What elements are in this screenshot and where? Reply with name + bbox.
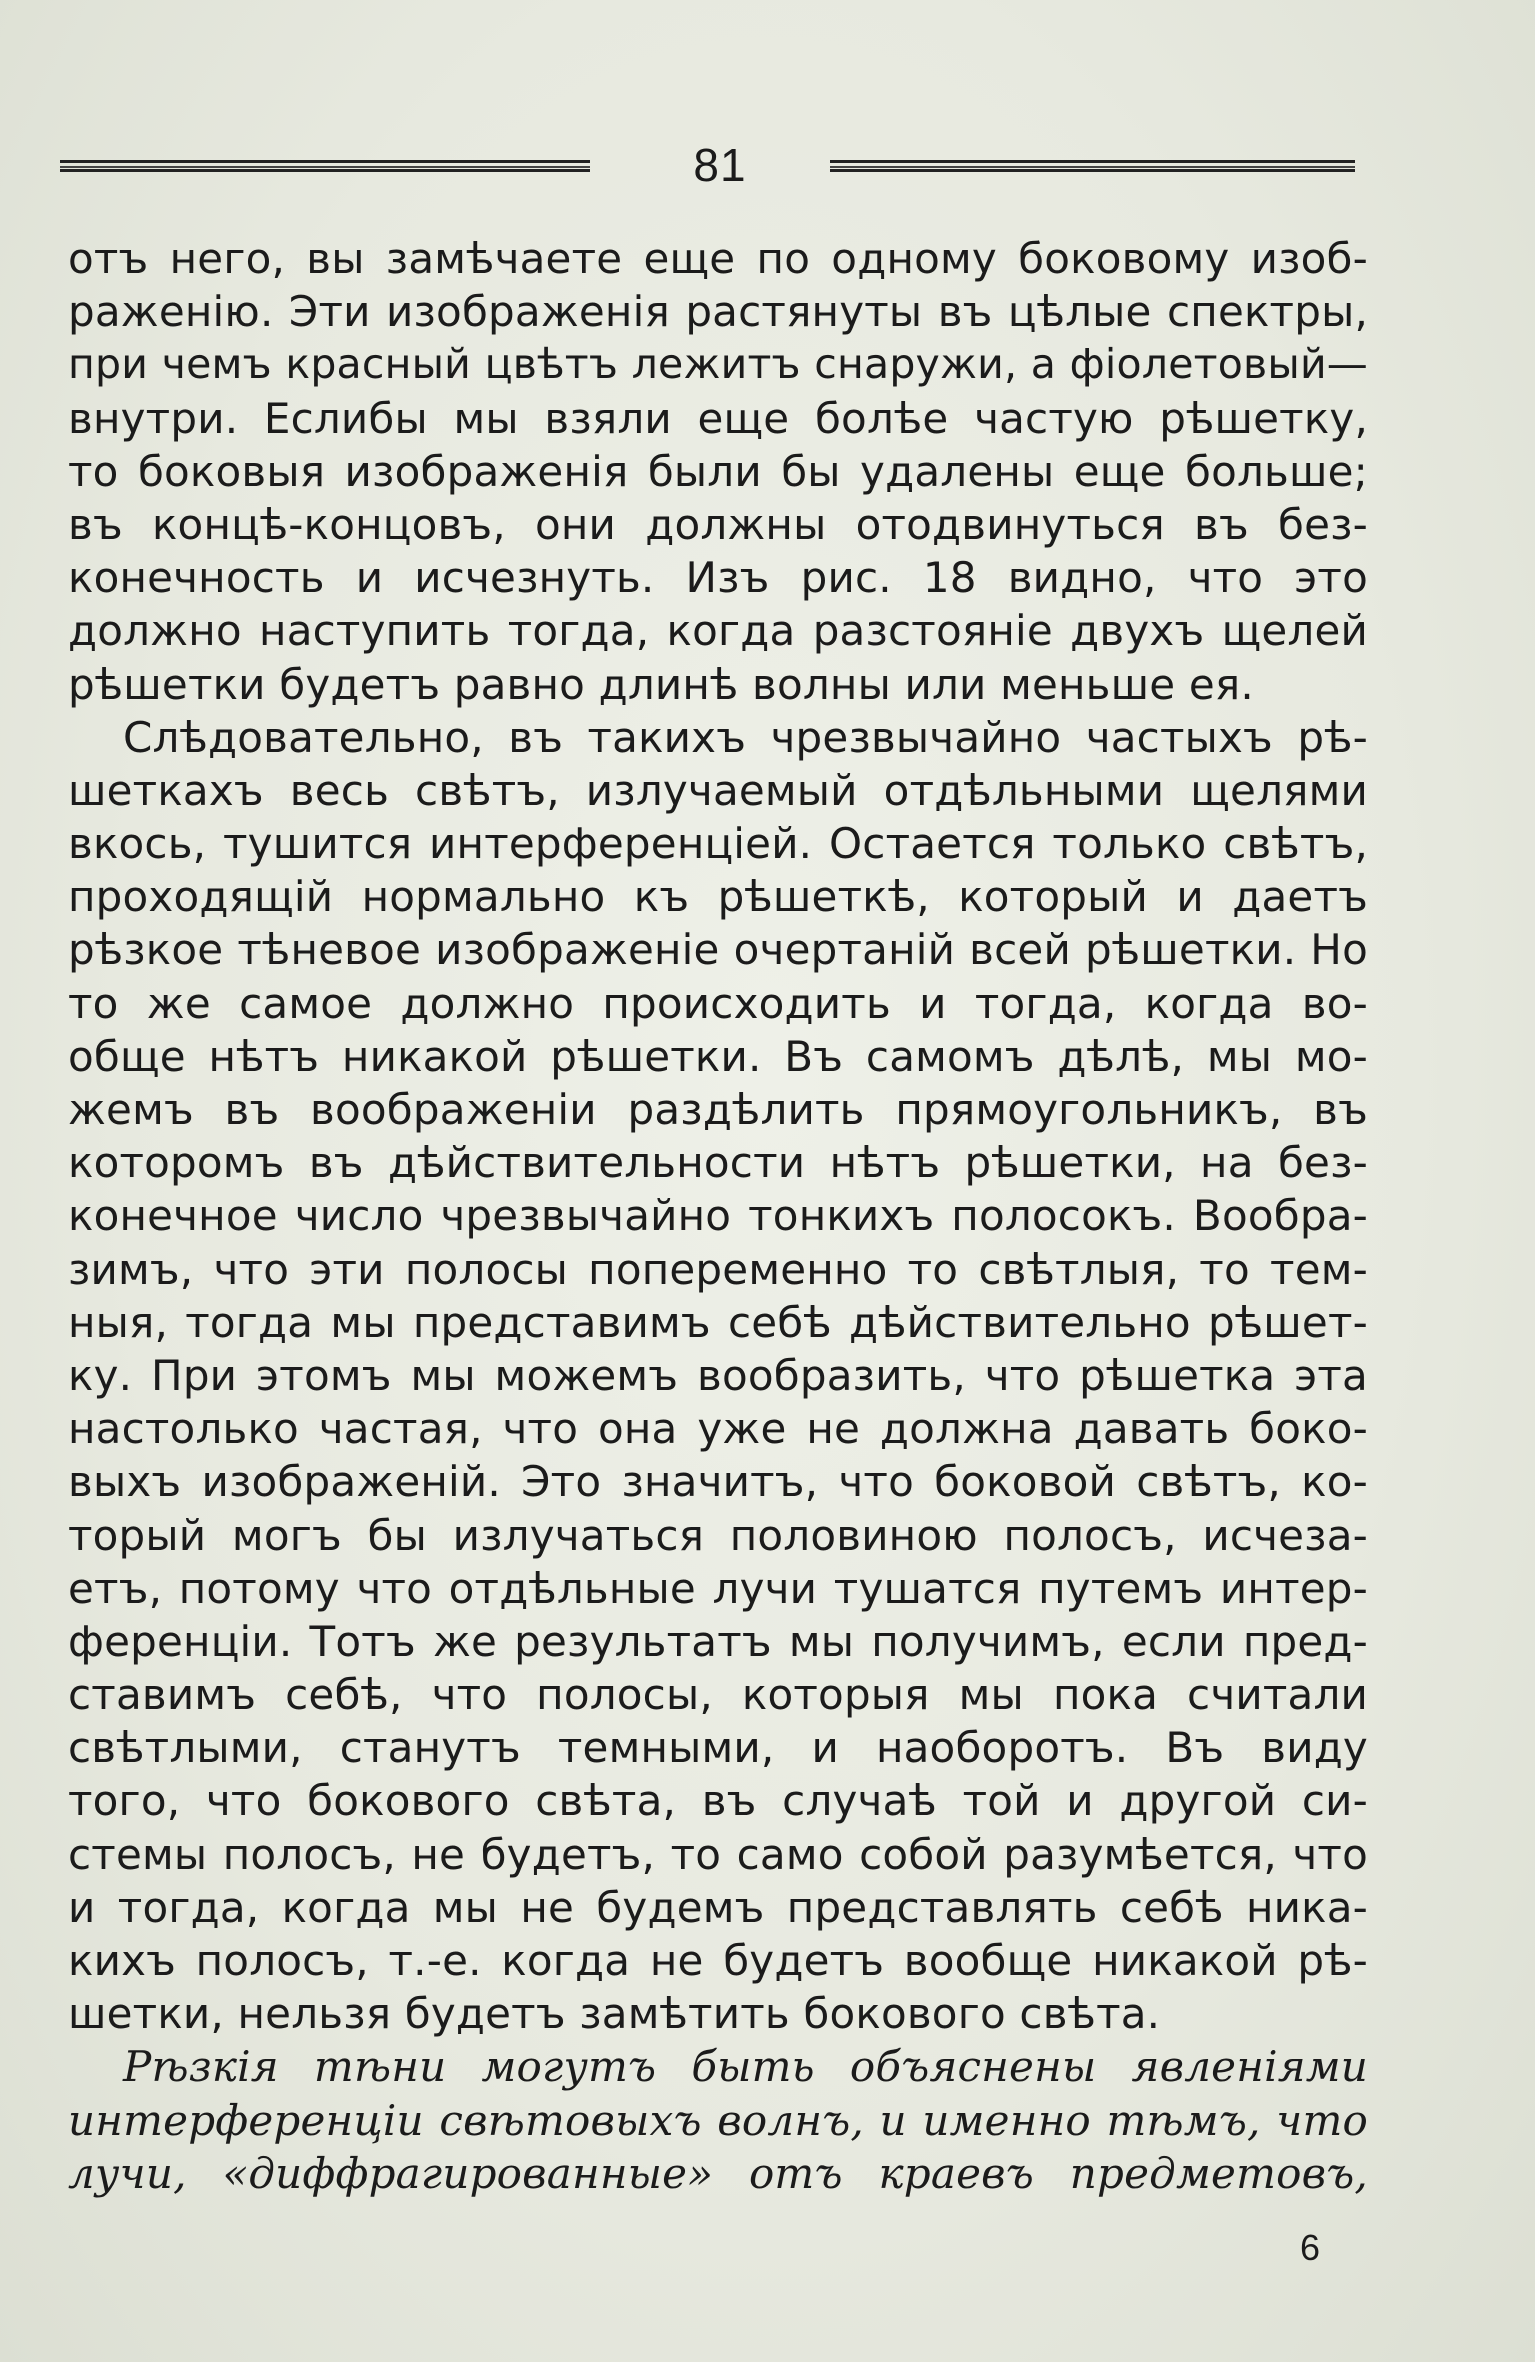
text-line: торый могъ бы излучаться половиною полосъ, исчеза- [68, 1510, 1368, 1560]
text-line: рѣшетки будетъ равно длинѣ волны или меньше ея. [68, 659, 1254, 709]
text-line: ныя, тогда мы представимъ себѣ дѣйствительно рѣшет- [68, 1297, 1368, 1347]
page-header [60, 130, 1355, 200]
signature-mark: 6 [1300, 2227, 1321, 2268]
text-line: и тогда, когда мы не будемъ представлять себѣ ника- [68, 1882, 1368, 1932]
body-text [68, 232, 1368, 2200]
text-line: зимъ, что эти полосы попеременно то свѣтлыя, то тем- [68, 1244, 1368, 1294]
text-line: ференціи. Тотъ же результатъ мы получимъ, если пред- [68, 1616, 1368, 1666]
text-line: Слѣдовательно, въ такихъ чрезвычайно частыхъ рѣ- [123, 712, 1368, 762]
text-line: шеткахъ весь свѣтъ, излучаемый отдѣльными щелями [68, 765, 1368, 815]
text-line: отъ него, вы замѣчаете еще по одному боковому изоб- [68, 234, 1368, 283]
text-line: при чемъ красный цвѣтъ лежитъ снаружи, а фіолетовый— [68, 340, 1368, 389]
text-line: проходящій нормально къ рѣшеткѣ, который и даетъ [68, 872, 1368, 922]
text-line: жемъ въ воображеніи раздѣлить прямоугольникъ, въ [68, 1085, 1368, 1134]
text-line: конечное число чрезвычайно тонкихъ полосокъ. Вообра- [68, 1191, 1368, 1241]
page-number: 81 [693, 139, 747, 191]
text-line: кихъ полосъ, т.-е. когда не будетъ вообще никакой рѣ- [68, 1936, 1368, 1985]
text-line: должно наступить тогда, когда разстояніе двухъ щелей [68, 606, 1368, 656]
text-line: того, что бокового свѣта, въ случаѣ той и другой си- [68, 1776, 1368, 1826]
italic-text-line: Рѣзкія тѣни могутъ быть объяснены явленіями [123, 2042, 1368, 2092]
text-line: рѣзкое тѣневое изображеніе очертаній всей рѣшетки. Но [68, 925, 1368, 975]
text-line: то же самое должно происходить и тогда, когда во- [68, 978, 1368, 1028]
text-line: конечность и исчезнуть. Изъ рис. 18 видно, что это [68, 553, 1368, 603]
text-line: выхъ изображеній. Это значитъ, что боковой свѣтъ, ко- [68, 1457, 1368, 1507]
text-line: обще нѣтъ никакой рѣшетки. Въ самомъ дѣлѣ, мы мо- [68, 1031, 1368, 1081]
text-line: ставимъ себѣ, что полосы, которыя мы пока считали [68, 1670, 1368, 1720]
text-line: стемы полосъ, не будетъ, то само собой разумѣется, что [68, 1829, 1368, 1879]
header-rule-right [830, 160, 1355, 172]
italic-text-line: интерференціи свѣтовыхъ волнъ, и именно тѣмъ, что [68, 2095, 1368, 2145]
text-line: которомъ въ дѣйствительности нѣтъ рѣшетки, на без- [68, 1138, 1368, 1188]
text-line: въ концѣ-концовъ, они должны отодвинуться въ без- [68, 499, 1368, 549]
text-line: раженію. Эти изображенія растянуты въ цѣлые спектры, [68, 287, 1368, 337]
text-line: шетки, нельзя будетъ замѣтить бокового свѣта. [68, 1989, 1161, 2039]
header-rule-left [60, 160, 590, 172]
text-line: етъ, потому что отдѣльные лучи тушатся путемъ интер- [68, 1563, 1368, 1613]
text-line: ку. При этомъ мы можемъ вообразить, что рѣшетка эта [68, 1350, 1368, 1400]
text-line: внутри. Еслибы мы взяли еще болѣе частую рѣшетку, [68, 393, 1368, 443]
text-line: настолько частая, что она уже не должна давать боко- [68, 1404, 1368, 1454]
text-line: свѣтлыми, станутъ темными, и наоборотъ. Въ виду [68, 1723, 1368, 1773]
italic-text-line: лучи, «диффрагированные» отъ краевъ предметовъ, [68, 2148, 1368, 2198]
text-line: вкось, тушится интерференціей. Остается только свѣтъ, [68, 819, 1368, 869]
text-line: то боковыя изображенія были бы удалены еще больше; [68, 446, 1368, 496]
